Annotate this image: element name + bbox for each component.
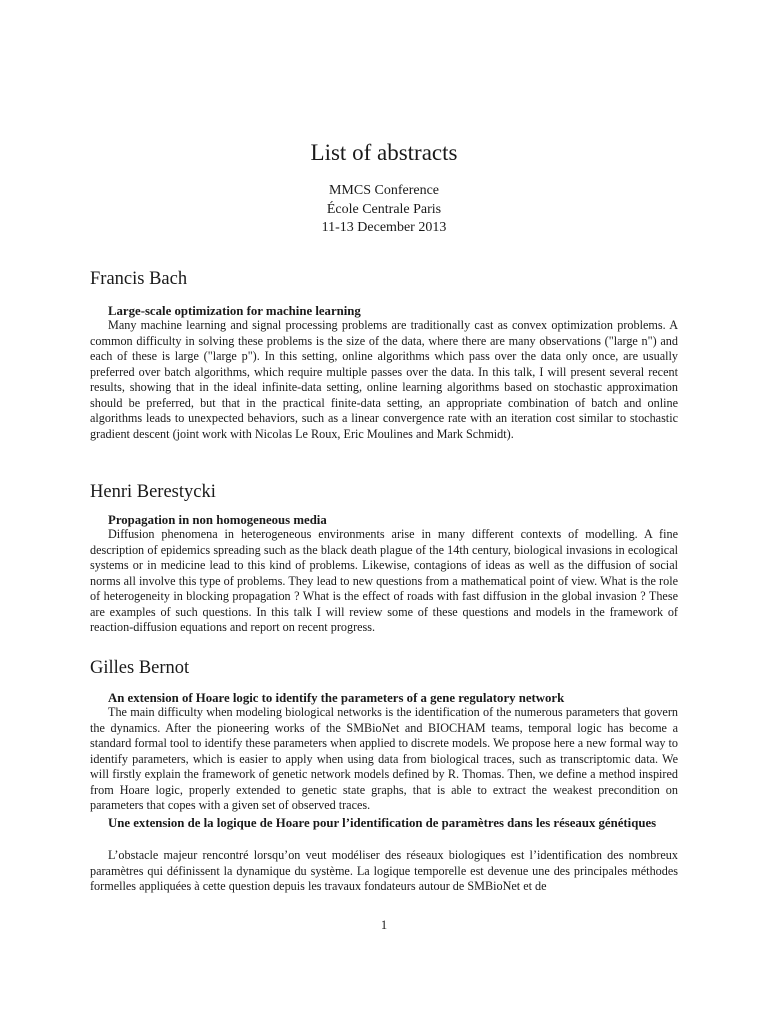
document-page [90, 0, 678, 1024]
abstract-title: Propagation in non homogeneous media [108, 513, 327, 527]
conference-info [90, 182, 678, 238]
page-number: 1 [380, 918, 388, 932]
abstract-body: Many machine learning and signal processing problems are traditionally cast as convex optimization problems. A common difficulty in solving these problems is the size of the data, where there are many observations ("large n") and each of these is large ("large p"). In this setting, online algorithms which pass over the data only once, are usually preferred over batch algorithms, which require multiple passes over the data. In this talk, I will present several recent results, showing that in the ideal infinite-data setting, online learning algorithms based on stochastic approximation should be preferred, but that in the practical finite-data setting, an appropriate combination of batch and online algorithms leads to unexpected behaviors, such as a linear convergence rate with an iteration cost similar to stochastic gradient descent (joint work with Nicolas Le Roux, Eric Moulines and Mark Schmidt). [90, 318, 678, 441]
speaker-heading: Francis Bach [90, 269, 188, 289]
conference-venue: École Centrale Paris [326, 201, 442, 217]
speaker-heading: Henri Berestycki [90, 482, 216, 502]
abstract-body-french: L’obstacle majeur rencontré lorsqu’on veut modéliser des réseaux biologiques est l’identification des nombreux paramètres qui définissent la dynamique du système. La logique temporelle est devenue une des principales méthodes formelles appliquées à cette question depuis les travaux fondateurs autour de SMBioNet et de [90, 848, 678, 894]
abstract-body: The main difficulty when modeling biological networks is the identification of the numerous parameters that govern the dynamics. After the pioneering works of the SMBioNet and BIOCHAM teams, temporal logic has become a standard formal tool to identify these parameters when applied to discrete models. We propose here a new formal way to identify parameters, which is easier to apply when using data from biological traces, such as transcriptomic data. We will firstly explain the framework of genetic network models defined by R. Thomas. Then, we define a method inspired from Hoare logic, properly extended to genetic state graphs, that is able to extract the weakest precondition on parameters that copes with a given set of observed traces. [90, 705, 678, 813]
speaker-heading: Gilles Bernot [90, 658, 190, 678]
abstract-title: An extension of Hoare logic to identify the parameters of a gene regulatory network [108, 691, 565, 705]
abstract-title-french: Une extension de la logique de Hoare pour l’identification de paramètres dans les réseaux génétiques [108, 816, 657, 830]
page-title: List of abstracts [310, 140, 458, 165]
abstract-body: Diffusion phenomena in heterogeneous environments arise in many different contexts of modelling. A fine description of epidemics spreading such as the black death plague of the 14th century, biological invasions in ecological systems or in medicine lead to this kind of problems. Likewise, contagions of ideas as well as the diffusion of social norms all involve this type of problems. They lead to new questions from a mathematical point of view. What is the role of heterogeneity in blocking propagation ? What is the effect of roads with fast diffusion in the global invasion ? These are examples of such questions. In this talk I will review some of these questions and models in the framework of reaction-diffusion equations and report on recent progress. [90, 527, 678, 635]
abstract-title: Large-scale optimization for machine learning [108, 304, 361, 318]
conference-name: MMCS Conference [328, 183, 440, 198]
conference-dates: 11-13 December 2013 [321, 220, 447, 235]
